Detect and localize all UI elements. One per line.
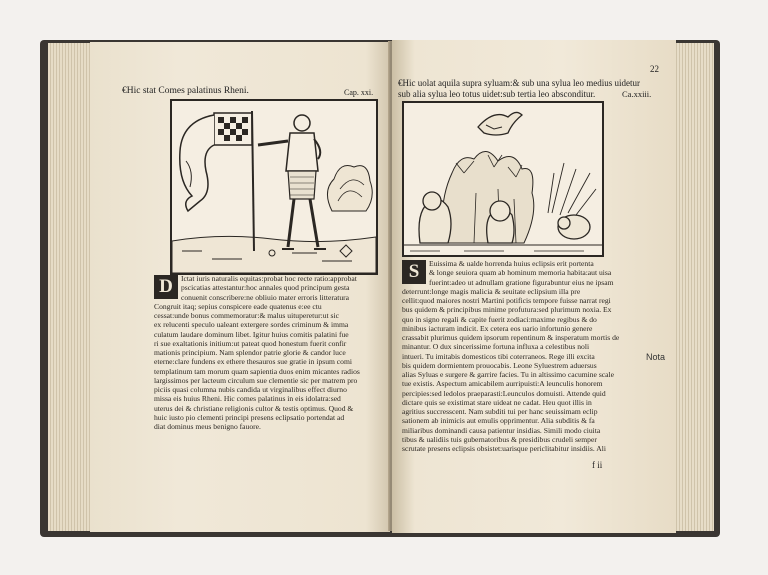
text-line: fuerint:adeo ut adnullam gratione figurabuntur eius ne ipsam bbox=[429, 277, 614, 287]
text-line: cellit:quod maiores nostri Martini potificis tempore fuisse narrat regi bbox=[402, 296, 611, 305]
left-initial-letter: D bbox=[154, 275, 178, 299]
margin-note: Nota bbox=[646, 352, 666, 362]
text-line: sationem ab inimicis aut emulis opprimentur. Alia subditis & fa bbox=[402, 416, 595, 426]
woodcut-count-palatine bbox=[170, 99, 378, 275]
right-running-head-2: sub alia sylua leo totus uidet:sub tertia leo absconditur. bbox=[398, 89, 596, 99]
woodcut-eagle-lions bbox=[402, 101, 604, 257]
text-line: minibus iacturam indicit. Ex cetera eos uario infortunio genere bbox=[402, 323, 593, 333]
text-line: uterus dei & christiane religionis cultor & testis optimus. Quod & bbox=[154, 403, 354, 413]
text-line: intueri. Tu imitabis domesticos tibi coterraneos. Rege illi excita bbox=[402, 351, 595, 361]
text-line: quo in signo regali & capite fuerit zodiaci:maxime regibus & do bbox=[402, 314, 597, 324]
text-line: huic iusto pio clementi principi presens eclipsatio portendat ad bbox=[154, 412, 345, 422]
woodcut-eagle-lions-image bbox=[404, 103, 602, 255]
right-running-head: €Hic uolat aquila supra syluam:& sub una sylua leo medius uidetur bbox=[398, 78, 640, 88]
text-line: scrutate presens eclipsis obsistet:uarisque periclitabitur insidiis. Ali bbox=[402, 444, 606, 453]
text-line: bis quidem dormientem prouocabis. Leone Syluestrem aduersus bbox=[402, 360, 597, 370]
text-line: Euissima & ualde horrenda huius eclipsis erit portenta bbox=[429, 259, 594, 268]
text-line: tue existis. Aspectum amicabilem aurripuisti:A leunculis honorem bbox=[402, 379, 603, 389]
left-running-head: €Hic stat Comes palatinus Rheni. bbox=[122, 86, 249, 96]
text-line: alias Syluas e surgere & garrire facies. Tu in altissimo cacumine scale bbox=[402, 370, 615, 379]
text-line: culatum laudare dominum libet. Igitur huius comitis palatini fue bbox=[154, 329, 349, 339]
text-line: cessat:unde bonus commemoratur:& malus uituperetur:ut sic bbox=[154, 311, 339, 320]
text-line: Congruit itaq; sepius conspicere eade quatenus e:ee ctu bbox=[154, 301, 322, 311]
text-line: percipies:sed ledolos praeparasti:Leunculos domuisti. Attende quid bbox=[402, 388, 606, 398]
woodcut-count-palatine-image bbox=[172, 101, 376, 273]
left-body-text bbox=[154, 274, 376, 431]
text-line: conuenit conscribere:ne obliuio mater erroris litteratura bbox=[181, 292, 350, 302]
page-edges-left bbox=[48, 43, 96, 531]
text-line: deterrunt:longe magis malicia & seuitate eclipsium illa pre bbox=[402, 286, 581, 296]
text-line: & longe seuiora quam ab hominum memoria habita:aut uisa bbox=[429, 268, 612, 278]
text-line: tibus & ualidiis tuis gubernatoribus & presidibus crudeli semper bbox=[402, 434, 597, 444]
text-line: miliaribus dominandi causa patientur insidias. Simili modo ciuita bbox=[402, 425, 601, 435]
text-line: largissimos per lacteum circulum sue clementie sic per matrem pro bbox=[154, 375, 358, 385]
left-chapter-number: Cap. xxi. bbox=[344, 88, 374, 97]
left-page bbox=[90, 42, 390, 532]
right-initial-letter: S bbox=[402, 260, 426, 284]
text-line: dictare quis se existimat stare uideat ne cadat. Heu quot illis in bbox=[402, 397, 592, 407]
text-line: minantur. O dux sincerissime fortuna influxa a celestibus noli bbox=[402, 342, 590, 352]
right-body-text bbox=[402, 259, 638, 453]
folio-number: 22 bbox=[650, 64, 659, 74]
text-line: pscicatias attestantur:hoc annales quod principum gesta bbox=[181, 283, 350, 293]
text-line: mationis principium. Nam splendor patrie glorie & candor luce bbox=[154, 348, 346, 357]
signature-mark: f ii bbox=[592, 460, 603, 470]
text-line: diat dominus meus benigno fauore. bbox=[154, 422, 261, 431]
text-line: missa eis huius Rheni. Hic comes palatinus in eis idolatra:sed bbox=[154, 394, 341, 404]
text-line: agritius succresscent. Nam subditi tui per hanc seuissimam eclip bbox=[402, 407, 598, 416]
text-line: crassabit plurimus quidem ipsorum repentinum & insperatum mortis de bbox=[402, 333, 620, 342]
text-line: ri sue exaltationis initium:ut pateat quod honestum fuerit confir bbox=[154, 338, 347, 348]
text-line: ex relucenti speculo ualeant extergere sordes criminum & imma bbox=[154, 320, 349, 330]
text-line: Ictat iuris naturalis equitas:probat hoc recte ratio:approbat bbox=[181, 274, 357, 283]
text-line: piciis quasi columna nubis candida ut virginalibus effect diurno bbox=[154, 385, 347, 394]
text-line: eterne:clare fundens ex ethere thesauros sue gratie in ipsum comi bbox=[154, 357, 352, 367]
text-line: bus quidem & principibus minime profutura:sed plurimum noxia. Ex bbox=[402, 305, 612, 315]
open-book bbox=[40, 37, 720, 537]
text-line: templatinum tam morum quam sapientia duos enim micantes radios bbox=[154, 366, 360, 376]
right-page bbox=[392, 40, 676, 533]
right-chapter-number: Ca.xxiii. bbox=[622, 89, 652, 99]
page-edges-right bbox=[676, 43, 714, 531]
